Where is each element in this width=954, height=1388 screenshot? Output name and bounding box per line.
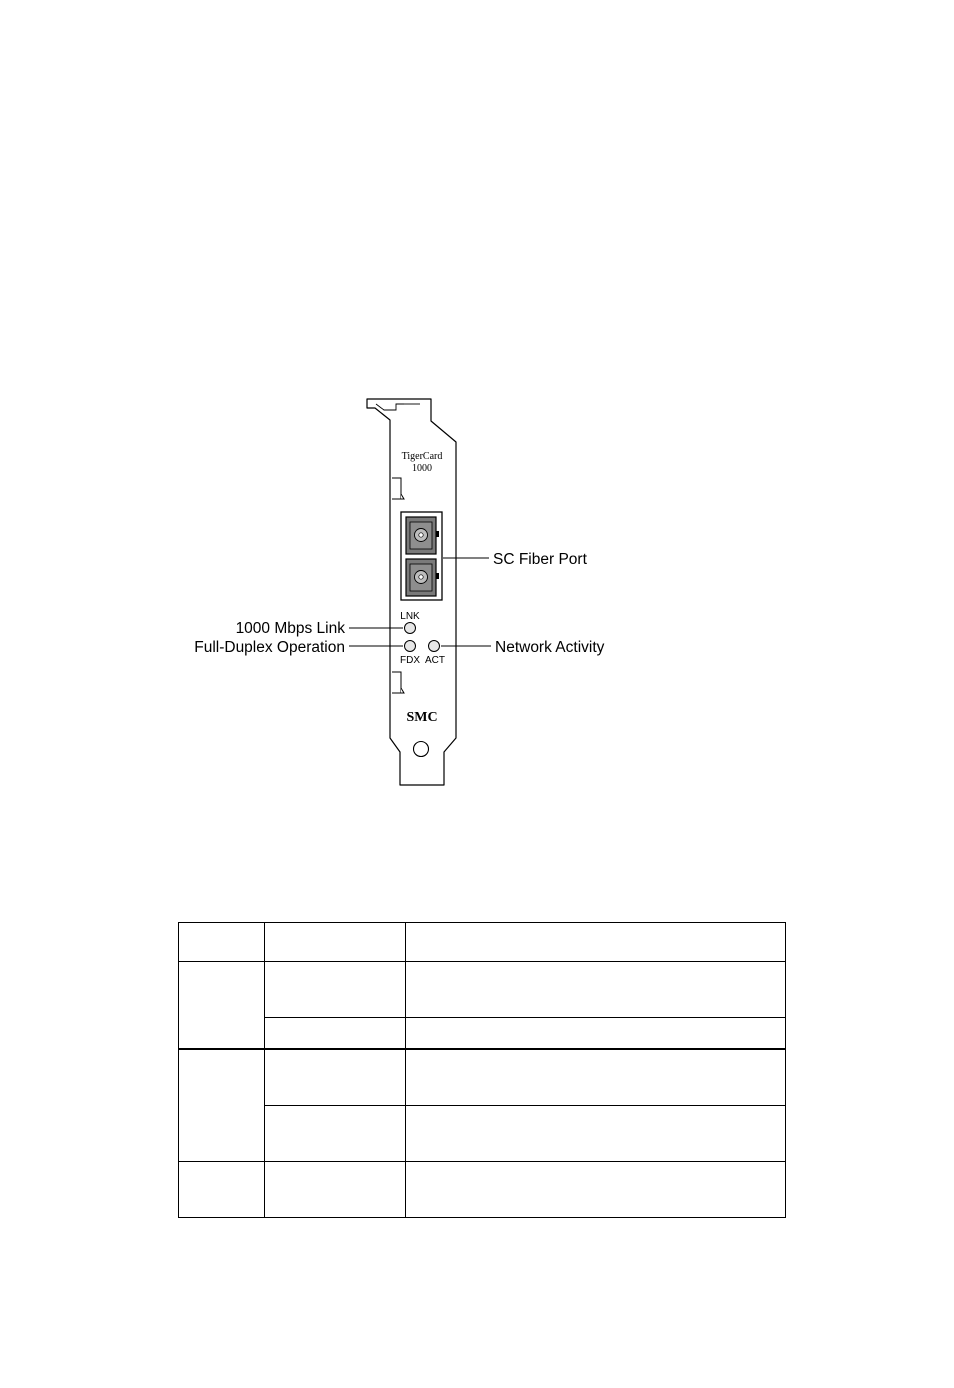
sc-fiber-port — [401, 512, 442, 600]
table-cell — [179, 1162, 265, 1218]
table-row — [179, 1106, 786, 1162]
table-cell — [179, 923, 265, 962]
sc-connector-top — [406, 517, 439, 554]
callout-sc-fiber-port: SC Fiber Port — [493, 551, 587, 568]
table-cell — [265, 1162, 406, 1218]
product-model: 1000 — [412, 463, 432, 474]
smc-logo: SMC — [406, 710, 438, 725]
table-header-row — [179, 923, 786, 962]
fdx-led — [405, 641, 416, 652]
table-cell — [406, 1106, 786, 1162]
table-row — [179, 1018, 786, 1050]
led-status-table — [178, 922, 786, 1218]
table-cell — [179, 962, 265, 1050]
table-row — [179, 962, 786, 1018]
table-row — [179, 1049, 786, 1106]
led-label-lnk: LNK — [400, 611, 420, 622]
callout-1000-mbps-link: 1000 Mbps Link — [235, 620, 345, 637]
table-cell — [406, 1162, 786, 1218]
act-led — [429, 641, 440, 652]
table-cell — [265, 1049, 406, 1106]
table-cell — [406, 1049, 786, 1106]
table-row — [179, 1162, 786, 1218]
table-cell — [406, 962, 786, 1018]
led-label-act: ACT — [425, 655, 445, 666]
table-cell — [265, 1018, 406, 1050]
callout-network-activity: Network Activity — [495, 639, 605, 656]
table-cell — [265, 923, 406, 962]
table-cell — [179, 1049, 265, 1162]
led-label-fdx: FDX — [400, 655, 420, 666]
table-cell — [265, 962, 406, 1018]
table-cell — [406, 1018, 786, 1050]
sc-connector-bottom — [406, 559, 439, 596]
table-cell — [406, 923, 786, 962]
callout-full-duplex: Full-Duplex Operation — [194, 639, 345, 656]
product-name: TigerCard — [401, 451, 443, 462]
lnk-led — [405, 623, 416, 634]
table-cell — [265, 1106, 406, 1162]
screw-hole — [414, 742, 429, 757]
